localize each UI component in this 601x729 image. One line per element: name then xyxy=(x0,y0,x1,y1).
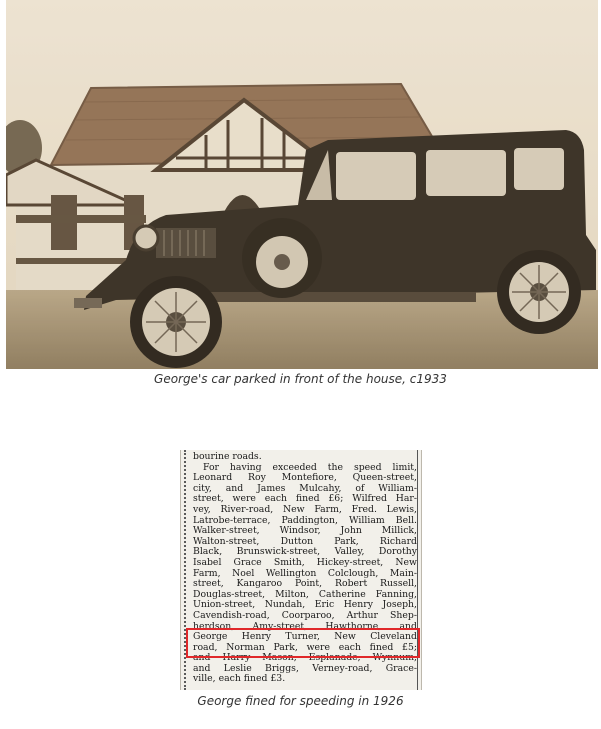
clipping-line: Black, Brunswick-street, Valley, Dorothy xyxy=(193,547,417,558)
clipping-line: herdson, Amy-street, Hawthorne, and xyxy=(193,621,417,632)
clipping-line: Walton-street, Dutton Park, Richard xyxy=(193,536,417,547)
clipping-line: Isabel Grace Smith, Hickey-street, New xyxy=(193,557,417,568)
clipping-line: and Leslie Briggs, Verney-road, Grace- xyxy=(193,663,417,674)
clipping-line: street, Kangaroo Point, Robert Russell, xyxy=(193,579,417,590)
clipping-line: vey, River-road, New Farm, Fred. Lewis, xyxy=(193,504,417,515)
clipping-line: road, Norman Park, were each fined £5; xyxy=(193,642,417,653)
clipping-line: Douglas-street, Milton, Catherine Fanning, xyxy=(193,589,417,600)
clipping-line: Cavendish-road, Coorparoo, Arthur Shep- xyxy=(193,610,417,621)
clipping-line: street, were each fined £6; Wilfred Har- xyxy=(193,494,417,505)
highlight-box xyxy=(186,628,420,658)
clipping-line: Union-street, Nundah, Eric Henry Joseph, xyxy=(193,600,417,611)
car-photo xyxy=(6,0,598,369)
clipping-line: city, and James Mulcahy, of William- xyxy=(193,483,417,494)
clipping-line: Farm, Noel Wellington Colclough, Main- xyxy=(193,568,417,579)
clipping-line: ville, each fined £3. xyxy=(193,674,286,685)
clipping-line: bourine roads. xyxy=(193,452,262,462)
clipping-line: Walker-street, Windsor, John Millick, xyxy=(193,526,417,537)
clipping-line: George Henry Turner, New Cleveland xyxy=(193,632,417,643)
photo-caption: George's car parked in front of the house, c1933 xyxy=(154,372,447,386)
clipping-line: Latrobe-terrace, Paddington, William Bell. xyxy=(193,515,417,526)
clipping-line: Leonard Roy Montefiore, Queen-street, xyxy=(193,473,417,484)
clipping-caption: George fined for speeding in 1926 xyxy=(197,694,404,708)
clipping-line: For having exceeded the speed limit, xyxy=(203,462,417,473)
clipping-line: and Harry Mason, Esplanade, Wynnum, xyxy=(193,653,417,664)
